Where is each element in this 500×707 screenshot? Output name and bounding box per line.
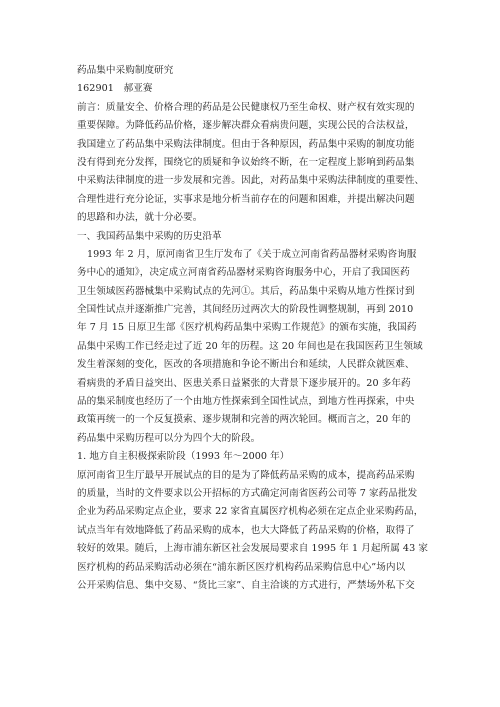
paragraph-line: 的思路和办法，就十分必要。	[77, 212, 203, 224]
paragraph-line: 1993 年 2 月，原河南省卫生厅发布了《关于成立河南省药品器材采购咨询服	[87, 248, 417, 260]
paragraph-line: 品集中采购工作已经走过了近 20 年的历程。这 20 年间也是在我国医药卫生领域	[77, 340, 423, 352]
document-body	[77, 62, 429, 595]
paragraph-line: 重要保障。为降低药品价格，逐步解决群众看病贵问题，实现公民的合法权益，	[77, 120, 415, 132]
paragraph-line: 全国性试点并逐渐推广完善，其间经历过两次大的阶段性调整规制，再到 2010	[77, 304, 414, 316]
paragraph-line: 没有得到充分发挥，围绕它的质疑和争议始终不断，在一定程度上影响到药品集	[77, 156, 415, 168]
subsection-heading: 1. 地方自主积极探索阶段（1993 年～2000 年）	[77, 451, 290, 463]
author-byline: 162901 郝亚赛	[77, 83, 153, 95]
paragraph-line: 发生着深刻的变化，医改的各项措施和争论不断出台和延续，人民群众就医难、	[77, 359, 415, 371]
paragraph-line: 中采购法律制度的进一步发展和完善。因此，对药品集中采购法律制度的重要性、	[77, 175, 425, 187]
paragraph-line: 合理性进行充分论证，实事求是地分析当前存在的问题和困难，并提出解决问题	[77, 193, 415, 205]
paragraph-line: 的质量，当时的文件要求以公开招标的方式确定河南省医药公司等 7 家药品批发	[77, 487, 418, 499]
document-title: 药品集中采购制度研究	[77, 65, 174, 76]
paragraph-line: 我国建立了药品集中采购法律制度。但由于各种原因，药品集中采购的制度功能	[77, 138, 415, 150]
paragraph-line: 年 7 月 15 日原卫生部《医疗机构药品集中采购工作规范》的颁布实施，我国药	[77, 322, 417, 334]
paragraph-line: 试点当年有效地降低了药品采购的成本，也大大降低了药品采购的价格，取得了	[77, 524, 415, 536]
paragraph-line: 较好的效果。随后，上海市浦东新区社会发展局要求自 1995 年 1 月起所属 43 家	[77, 543, 428, 555]
paragraph-line: 看病贵的矛盾日益突出、医患关系日益紧张的大背景下逐步展开的。20 多年药	[77, 377, 411, 389]
paragraph-line: 品的集采制度也经历了一个由地方性探索到全国性试点，到地方性再探索，中央	[77, 396, 415, 408]
paragraph-line: 原河南省卫生厅最早开展试点的目的是为了降低药品采购的成本，提高药品采购	[77, 469, 415, 481]
paragraph-line: 药品集中采购历程可以分为四个大的阶段。	[77, 432, 261, 444]
paragraph-line: 前言：质量安全、价格合理的药品是公民健康权乃至生命权、财产权有效实现的	[77, 101, 415, 113]
paragraph-line: 企业为药品采购定点企业，要求 22 家省直属医疗机构必须在定点企业采购药品，	[77, 506, 424, 518]
paragraph-line: 政策再统一的一个反复摸索、逐步规制和完善的两次轮回。概而言之，20 年的	[77, 414, 411, 426]
paragraph-line: 公开采购信息、集中交易、“货比三家”、自主洽谈的方式进行，严禁场外私下交	[77, 579, 415, 591]
paragraph-line: 医疗机构的药品采购活动必须在“浦东新区医疗机构药品采购信息中心”场内以	[77, 561, 406, 573]
paragraph-line: 务中心的通知》，决定成立河南省药品器材采购咨询服务中心，开启了我国医药	[77, 267, 410, 279]
paragraph-line: 卫生领域医药器械集中采购试点的先河①。其后，药品集中采购从地方性探讨到	[77, 285, 415, 297]
section-heading: 一、我国药品集中采购的历史沿革	[77, 230, 222, 242]
